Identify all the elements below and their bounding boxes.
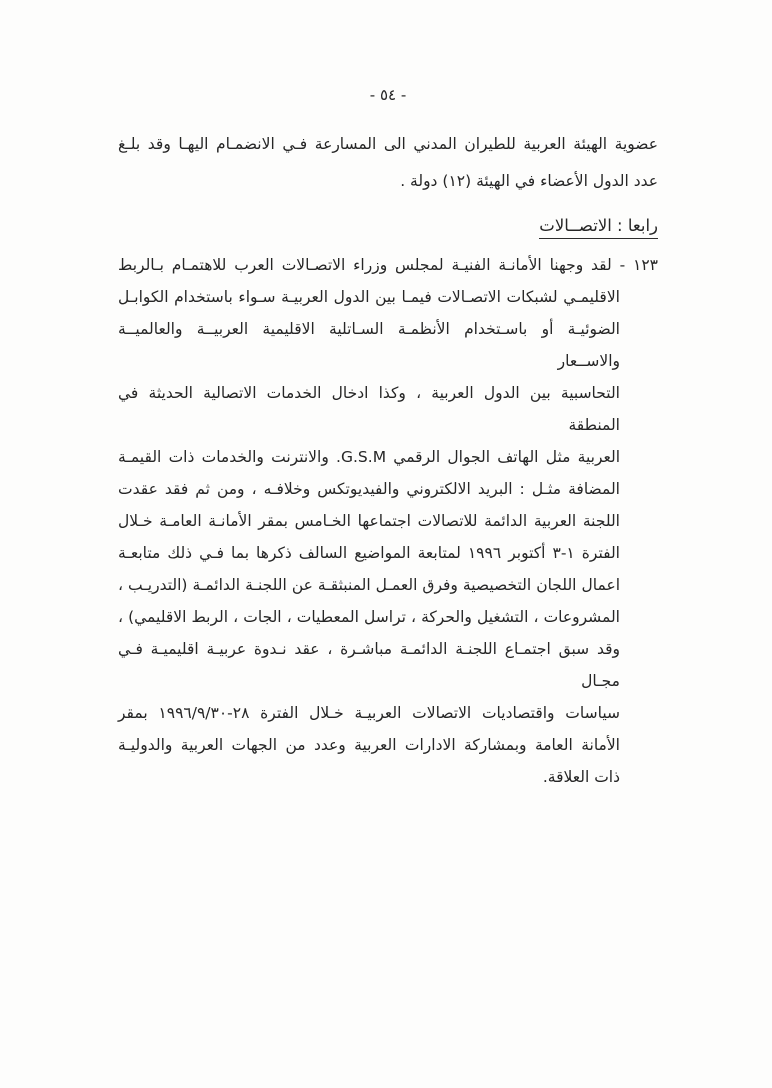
paragraph-line: وقد سبق اجتمـاع اللجنـة الدائمـة مباشـرة ، عقد نـدوة عربيـة اقليميـة فـي مجـال — [118, 640, 620, 690]
paragraph-line: المضافة مثـل : البريد الالكتروني والفيديوتكس وخلافـه ، ومن ثم فقد عقدت — [118, 480, 620, 498]
paragraph-line: الأمانة العامة وبمشاركة الادارات العربية وعدد من الجهات العربية والدوليـة — [118, 736, 620, 754]
paragraph-line: العربية مثل الهاتف الجوال الرقمي G.S.M. والانترنت والخدمات ذات القيمـة — [118, 448, 621, 466]
paragraph-line: اللجنة العربية الدائمة للاتصالات اجتماعها الخـامس بمقر الأمانـة العامـة خـلال — [118, 512, 620, 530]
intro-paragraph — [118, 126, 658, 200]
page-number: - ٥٤ - — [369, 86, 407, 104]
paragraph-line: المشروعات ، التشغيل والحركة ، تراسل المعطيات ، الجات ، الربط الاقليمي) ، — [118, 608, 620, 626]
paragraph-line: الاقليمـي لشبكات الاتصـالات فيمـا بين الدول العربيـة سـواء باستخدام الكوابـل — [118, 288, 620, 306]
section-heading-row — [118, 216, 658, 239]
paragraph-line: اعمال اللجان التخصيصية وفرق العمـل المنبثقـة عن اللجنـة الدائمـة (التدريـب ، — [118, 576, 620, 594]
item-123-paragraph — [118, 249, 658, 793]
section-heading: رابعا : الاتصــالات — [539, 216, 658, 239]
text-column — [118, 0, 658, 1088]
paragraph-line: التحاسبية بين الدول العربية ، وكذا ادخال الخدمات الاتصالية الحديثة في المنطقة — [118, 384, 620, 434]
paragraph-line: ذات العلاقة. — [542, 768, 620, 786]
paragraph-line: سياسات واقتصاديات الاتصالات العربيـة خـلال الفترة ٢٨-١٩٩٦/٩/٣٠ بمقر — [118, 704, 620, 722]
paragraph-line: الفترة ١-٣ أكتوبر ١٩٩٦ لمتابعة المواضيع السالف ذكرها بما فـي ذلك متابعـة — [118, 544, 620, 562]
paragraph-line: عضوية الهيئة العربية للطيران المدني الى المسارعة فـي الانضمـام اليهـا وقد بلـغ — [118, 135, 658, 153]
paragraph-line: عدد الدول الأعضاء في الهيئة (١٢) دولة . — [400, 172, 658, 190]
paragraph-line: الضوئيـة أو باسـتخدام الأنظمـة السـاتلية الاقليمية العربيــة والعالميــة والاســعار — [118, 320, 620, 370]
paragraph-line: ١٢٣ - لقد وجهنا الأمانـة الفنيـة لمجلس وزراء الاتصـالات العرب للاهتمـام بـالربط — [118, 256, 658, 274]
